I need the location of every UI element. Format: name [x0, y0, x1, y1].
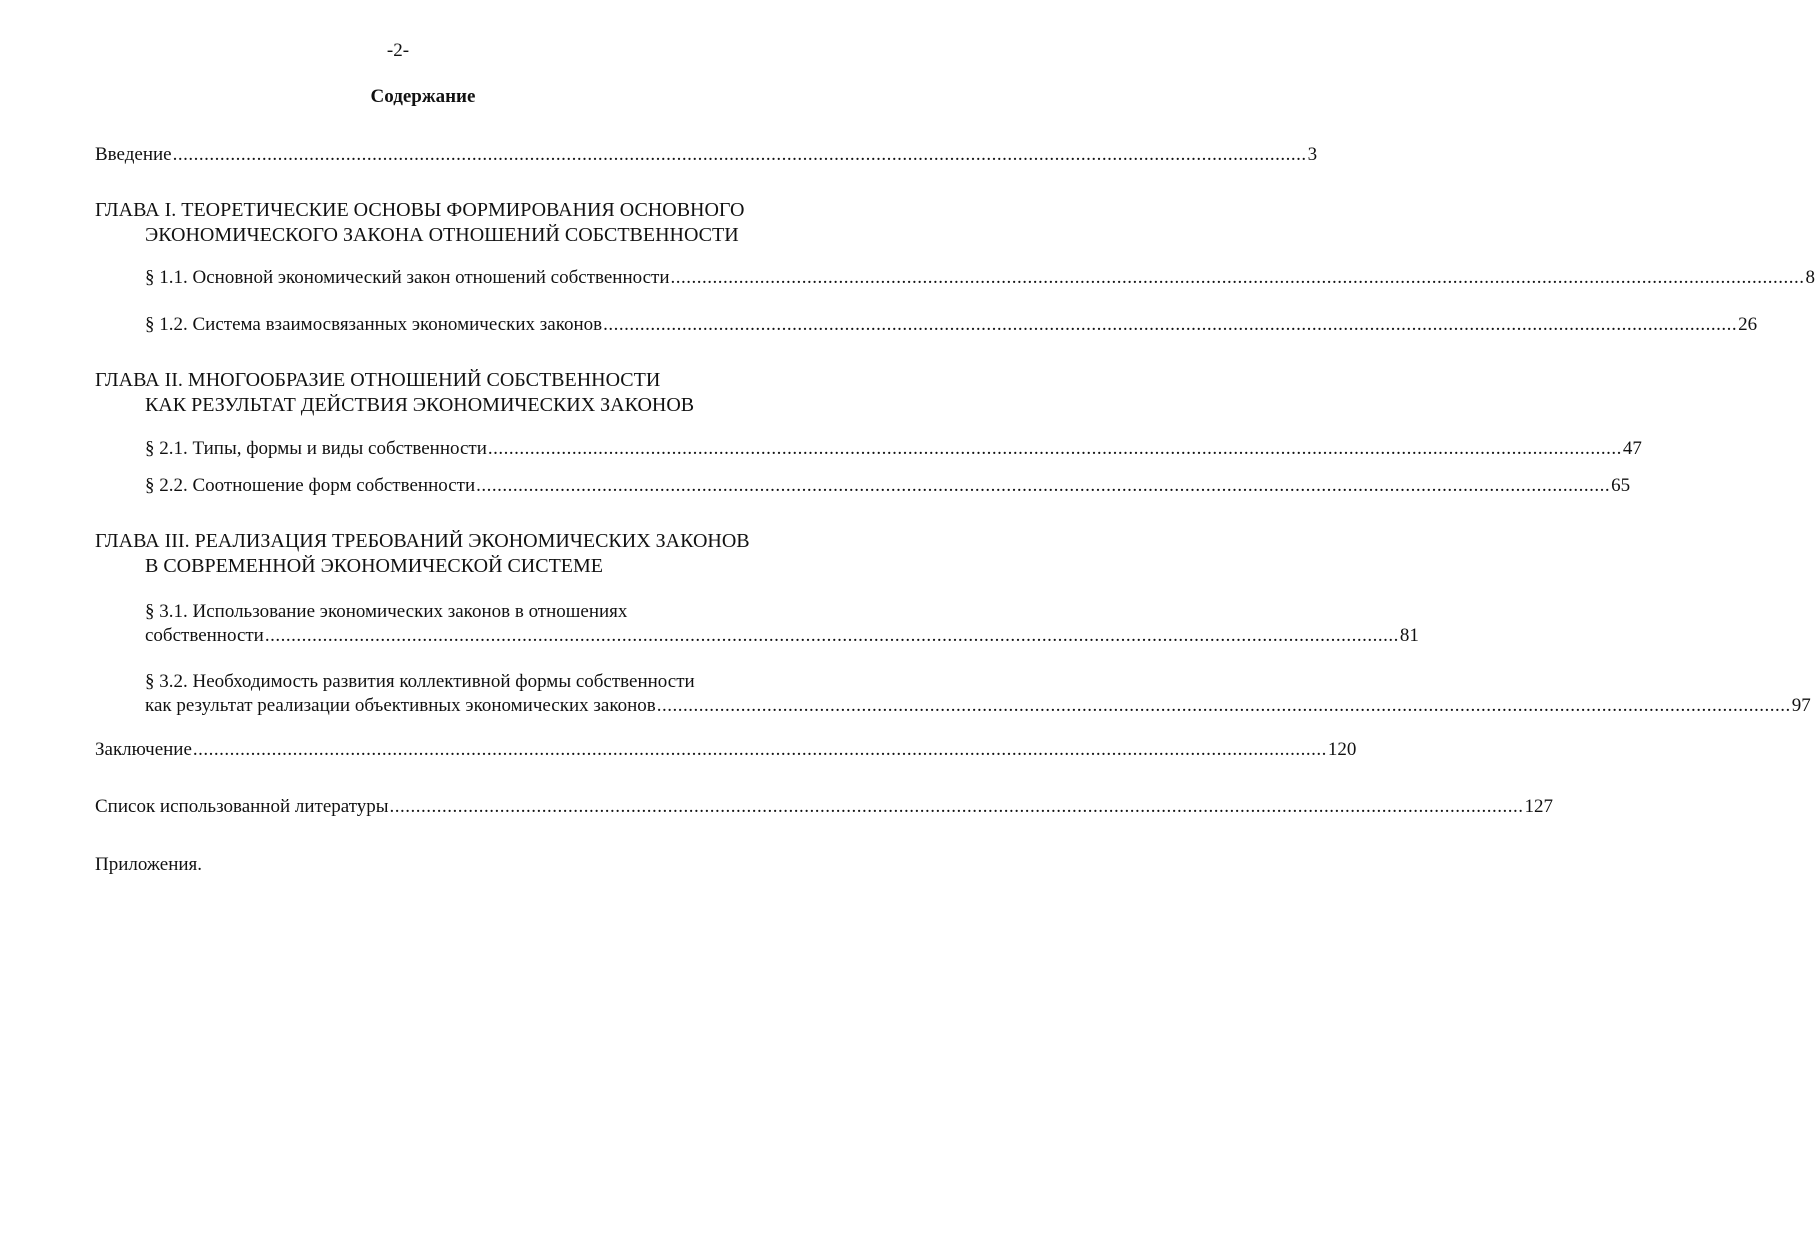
toc-entry-conclusion[interactable] [95, 738, 1357, 762]
toc-title: Содержание [370, 86, 476, 107]
toc-entry-page: 26 [1738, 314, 1758, 335]
dot-leader: ........................................................................................................................................................................................................................ [192, 739, 1327, 760]
chapter-3-line1: ГЛАВА III. РЕАЛИЗАЦИЯ ТРЕБОВАНИЙ ЭКОНОМИЧЕСКИХ ЗАКОНОВ [95, 530, 750, 552]
dot-leader: ........................................................................................................................................................................................................................ [264, 625, 1399, 646]
toc-entry-page: 81 [1399, 625, 1419, 646]
dot-leader: ........................................................................................................................................................................................................................ [476, 475, 1611, 496]
dot-leader: ........................................................................................................................................................................................................................ [172, 144, 1307, 165]
dot-leader: ........................................................................................................................................................................................................................ [603, 314, 1738, 335]
chapter-3-line2: В СОВРЕМЕННОЙ ЭКОНОМИЧЕСКОЙ СИСТЕМЕ [145, 555, 604, 577]
chapter-1-heading[interactable] [95, 198, 744, 248]
dot-leader: ........................................................................................................................................................................................................................ [656, 695, 1791, 716]
toc-entry-intro[interactable] [95, 143, 1318, 167]
toc-entry-3-2-line1[interactable]: § 3.2. Необходимость развития коллективной формы собственности [145, 671, 695, 692]
toc-entry-bibliography[interactable] [95, 795, 1554, 819]
chapter-2-heading[interactable] [95, 368, 694, 418]
chapter-1-line2: ЭКОНОМИЧЕСКОГО ЗАКОНА ОТНОШЕНИЙ СОБСТВЕННОСТИ [145, 224, 739, 246]
toc-entry-label: § 1.1. Основной экономический закон отношений собственности [145, 267, 670, 288]
toc-entry-page: 127 [1524, 796, 1554, 817]
toc-entry-page: 65 [1611, 475, 1631, 496]
toc-entry-label: собственности [145, 625, 264, 646]
toc-entry-1-2[interactable] [145, 313, 1758, 337]
toc-entry-label: как результат реализации объективных экономических законов [145, 695, 656, 716]
chapter-2-line1: ГЛАВА II. МНОГООБРАЗИЕ ОТНОШЕНИЙ СОБСТВЕННОСТИ [95, 369, 661, 391]
toc-entry-page: 97 [1791, 695, 1811, 716]
toc-entry-label: § 2.1. Типы, формы и виды собственности [145, 438, 487, 459]
toc-entry-2-1[interactable] [145, 437, 1642, 461]
toc-entry-label: § 2.2. Соотношение форм собственности [145, 475, 476, 496]
toc-entry-label: Заключение [95, 739, 192, 760]
toc-entry-3-2[interactable] [145, 694, 1811, 718]
toc-entry-label: Список использованной литературы [95, 796, 389, 817]
toc-entry-label: § 1.2. Система взаимосвязанных экономических законов [145, 314, 603, 335]
dot-leader: ........................................................................................................................................................................................................................ [670, 267, 1805, 288]
page-number: -2- [386, 40, 410, 61]
dot-leader: ........................................................................................................................................................................................................................ [487, 438, 1622, 459]
toc-entry-appendices[interactable]: Приложения. [95, 854, 203, 875]
toc-entry-page: 120 [1327, 739, 1357, 760]
toc-entry-page: 8 [1805, 267, 1815, 288]
toc-entry-page: 3 [1307, 144, 1318, 165]
toc-entry-3-1[interactable] [145, 624, 1419, 648]
toc-entry-2-2[interactable] [145, 474, 1631, 498]
toc-entry-3-1-line1[interactable]: § 3.1. Использование экономических законов в отношениях [145, 601, 628, 622]
toc-entry-label: Введение [95, 144, 172, 165]
chapter-2-line2: КАК РЕЗУЛЬТАТ ДЕЙСТВИЯ ЭКОНОМИЧЕСКИХ ЗАКОНОВ [145, 394, 695, 416]
toc-entry-1-1[interactable] [145, 266, 1815, 290]
toc-entry-page: 47 [1622, 438, 1642, 459]
dot-leader: ........................................................................................................................................................................................................................ [389, 796, 1524, 817]
chapter-3-heading[interactable] [95, 529, 750, 579]
chapter-1-line1: ГЛАВА I. ТЕОРЕТИЧЕСКИЕ ОСНОВЫ ФОРМИРОВАНИЯ ОСНОВНОГО [95, 199, 745, 221]
